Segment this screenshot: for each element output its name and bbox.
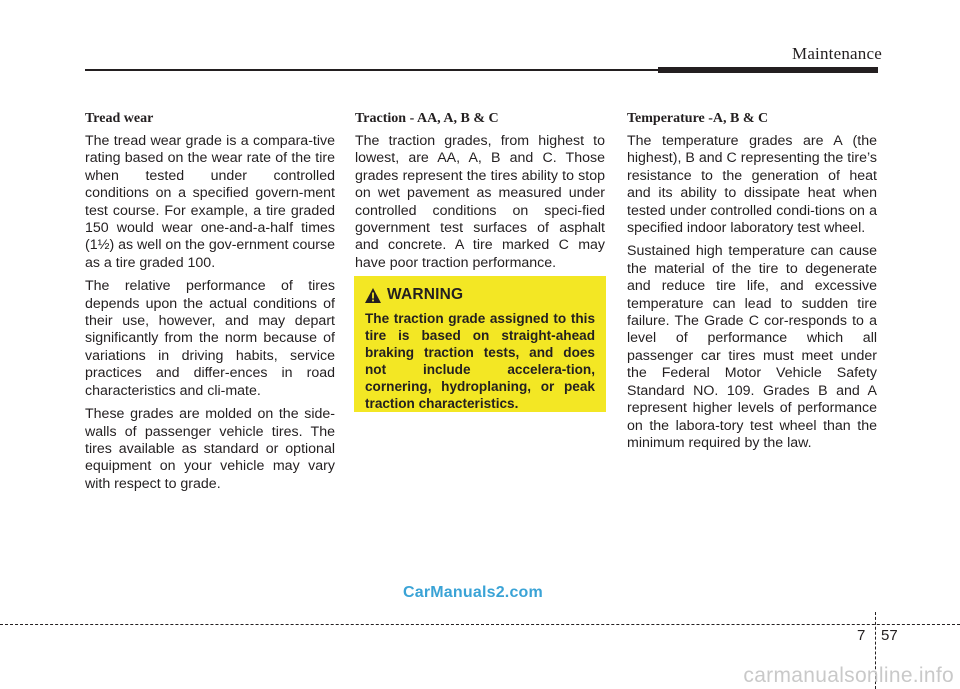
warning-triangle-icon bbox=[365, 288, 381, 303]
heading-traction: Traction - AA, A, B & C bbox=[355, 111, 499, 126]
watermark-link[interactable]: CarManuals2.com bbox=[403, 584, 543, 601]
header-rule-accent bbox=[658, 67, 878, 73]
column-tread-wear bbox=[85, 110, 335, 499]
column-traction bbox=[355, 110, 605, 278]
chapter-number: 7 bbox=[857, 627, 866, 644]
section-title: Maintenance bbox=[792, 44, 882, 63]
warning-header bbox=[365, 286, 595, 304]
column-temperature bbox=[627, 110, 877, 458]
paragraph: The traction grades, from highest to lowest, are AA, A, B and C. Those grades represent the tires ability to stop on wet pavement as measured under controlled conditions on speci-fied government test surfaces of asphalt and concrete. A tire marked C may have poor traction performance. bbox=[355, 133, 605, 271]
paragraph: These grades are molded on the side-walls of passenger vehicle tires. The tires available as standard or optional equipment on your vehicle may vary with respect to grade. bbox=[85, 406, 335, 492]
watermark-secondary: carmanualsonline.info bbox=[743, 664, 954, 687]
paragraph: The temperature grades are A (the highest), B and C representing the tire’s resistance to the generation of heat and its ability to dissipate heat when tested under controlled condi-tions on a specified indoor laboratory test wheel. bbox=[627, 133, 877, 237]
warning-text: The traction grade assigned to this tire is based on straight-ahead braking traction tests, and does not include accelera-tion, cornering, hydroplaning, or peak traction characteristics. bbox=[365, 311, 595, 411]
paragraph: The tread wear grade is a compara-tive rating based on the wear rate of the tire when tested under controlled conditions on a specified govern-ment test course. For example, a tire graded 150 would wear one-and-a-half times (1½) as well on the gov-ernment course as a tire graded 100. bbox=[85, 133, 335, 271]
warning-box bbox=[354, 276, 606, 412]
heading-tread-wear: Tread wear bbox=[85, 111, 154, 126]
paragraph: The relative performance of tires depends upon the actual conditions of their use, however, and may depart significantly from the norm because of variations in driving habits, service practices and differ-ences in road characteristics and cli-mate. bbox=[85, 278, 335, 399]
header-rule bbox=[85, 69, 660, 71]
footer-rule bbox=[0, 624, 960, 625]
warning-title: WARNING bbox=[387, 286, 464, 303]
page-number: 57 bbox=[881, 627, 898, 644]
paragraph: Sustained high temperature can cause the material of the tire to degenerate and reduce tire life, and excessive temperature can lead to sudden tire failure. The Grade C cor-responds to a level of performance which all passenger car tires must meet under the Federal Motor Vehicle Safety Standard NO. 109. Grades B and A represent higher levels of performance on the labora-tory test wheel than the minimum required by the law. bbox=[627, 243, 877, 451]
heading-temperature: Temperature -A, B & C bbox=[627, 111, 769, 126]
